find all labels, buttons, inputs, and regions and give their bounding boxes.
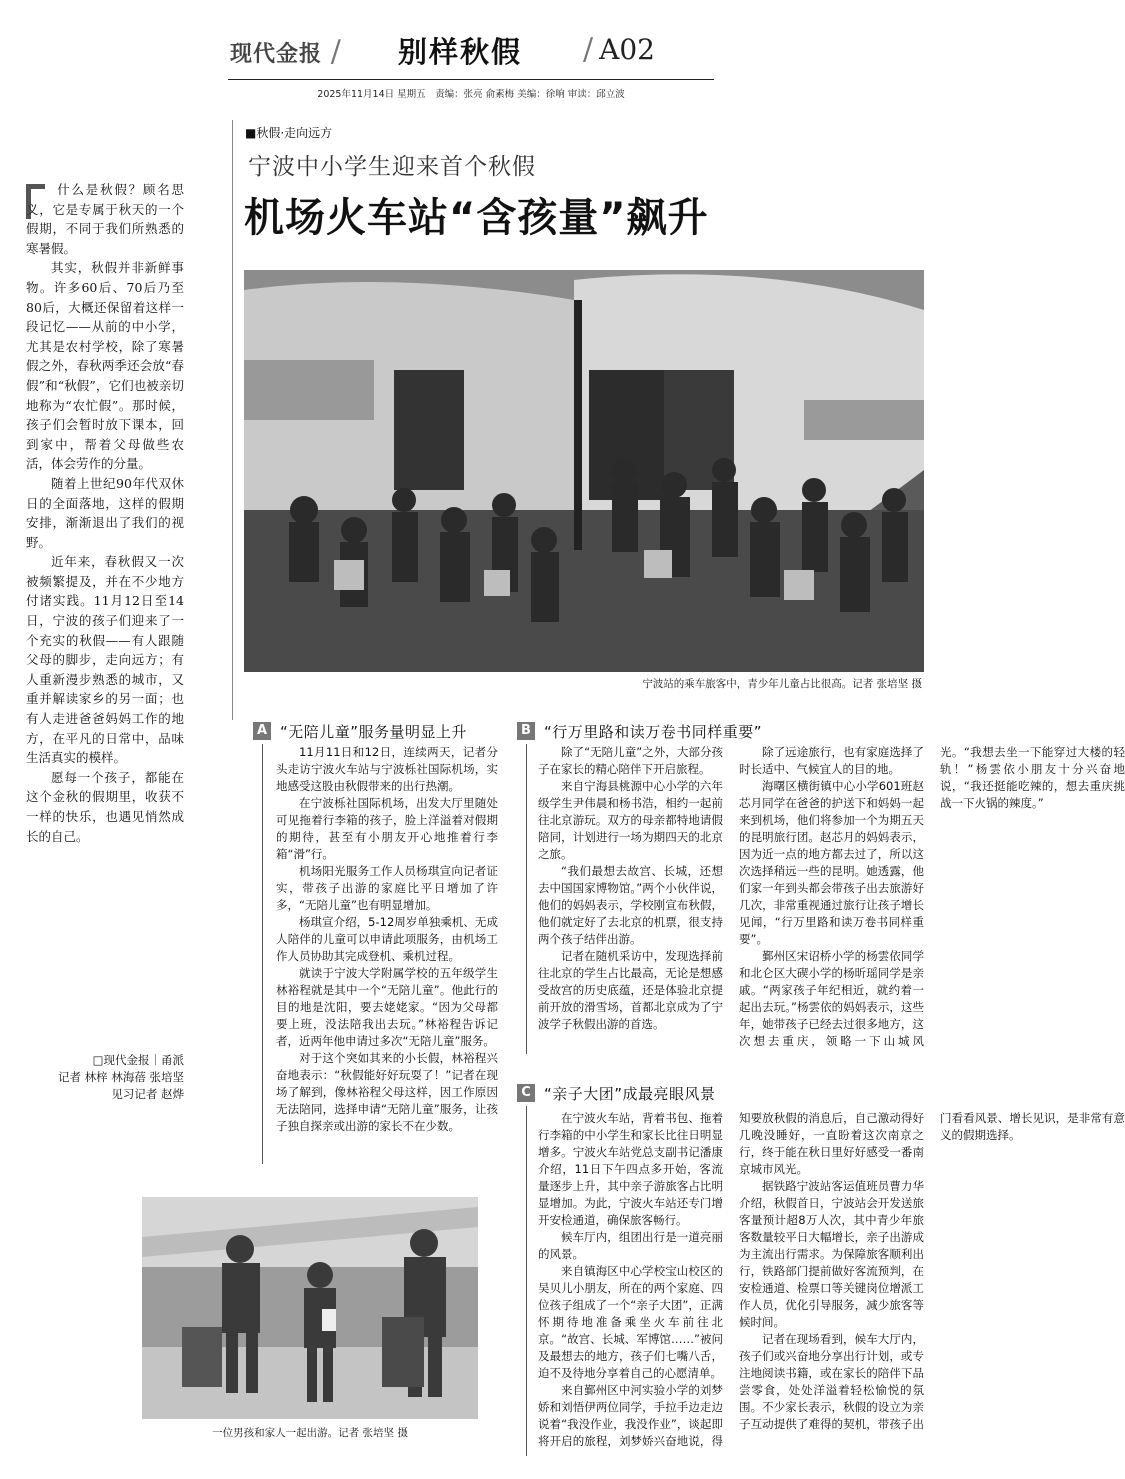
commentary-paragraph: 随着上世纪90年代双休日的全面落地，这样的假期安排，渐渐退出了我们的视野。: [26, 475, 184, 550]
subtitle: 宁波中小学生迎来首个秋假: [248, 154, 536, 180]
section-b-paragraph: 除了“无陪儿童”之外，大部分孩子在家长的精心陪伴下开启旅程。: [538, 745, 723, 776]
commentary-paragraph: 其实，秋假并非新鲜事物。许多60后、70后乃至80后，大概还保留着这样一段记忆——从前的中小学，尤其是农村学校，除了寒暑假之外，春秋两季还会放“春假”和“秋假”，它们也被亲切地称为“农忙假”。那时候，孩子们会暂时放下课本，回到家中，帮着父母做些农活，体会劳作的分量。: [26, 260, 184, 472]
train-photo-illustration: [244, 270, 924, 672]
family-travel-photo: [142, 1197, 478, 1419]
section-a-paragraph: 机场阳光服务工作人员杨琪宣向记者证实，带孩子出游的家庭比平日增加了许多，“无陪儿童”也有明显增加。: [276, 864, 498, 912]
section-a-paragraph: 对于这个突如其来的小长假，林裕程兴奋地表示：“秋假能好好玩耍了！”记者在现场了解到，像林裕程父母这样，因工作原因无法陪同，选择申请“无陪儿童”服务，让孩子独自探亲或出游的家长不在少数。: [276, 1051, 498, 1133]
section-c-paragraph: 来自鄞州区中河实验小学的刘梦娇和刘悟伊两位同学，手拉手边走边说着“我没作业，我没作业”，谈起即将开启的旅程，刘梦娇兴奋地说，得知要放秋假的消息后，自己激动得好几晚没睡好，一直盼着这次南京之行，终于能在秋日里好好感受一番南京城市风光。: [538, 1111, 924, 1448]
section-b-marker: B: [517, 722, 535, 740]
section-c-paragraph: 在宁波火车站，背着书包、拖着行李箱的中小学生和家长比往日明显增多。宁波火车站党总支副书记潘康介绍，11日下午四点多开始，客流量逐步上升，其中亲子游旅客占比明显增加。为此，宁波火车站还专门增开安检通道，确保旅客畅行。: [538, 1111, 723, 1227]
meta-line: 2025年11月14日 星期五 责编：张亮 俞素梅 美编：徐响 审读：邱立波: [317, 89, 625, 100]
section-b-paragraph: 来自宁海县桃源中心小学的六年级学生尹伟晨和杨书浩，相约一起前往北京游玩。双方的母亲都特地请假陪同，计划进行一场为期四天的北京之旅。: [538, 779, 723, 861]
page-number: / A02: [583, 32, 655, 67]
section-c-paragraph: 候车厅内，组团出行是一道亮丽的风景。: [538, 1230, 723, 1261]
byline-line: □现代金报｜甬派: [92, 1053, 184, 1067]
section-name: 别样秋假: [398, 35, 523, 69]
masthead-rule: [228, 79, 714, 80]
section-b-paragraph: 鄞州区宋诏桥小学的杨雲依同学和北仑区大碶小学的杨昕瑶同学是亲戚。“两家孩子年纪相近，就约着一起出去玩。”杨雲依的妈妈表示，这些年，她带孩子已经去过很多地方，这次想去重庆，领略一下山城风光。“我想去坐一下能穿过大楼的轻轨！”杨雲依小朋友十分兴奋地说，“我还挺能吃辣的，想去重庆挑战一下火锅的辣度。”: [739, 745, 1125, 1048]
section-b-paragraph: 除了远途旅行，也有家庭选择了时长适中、气候宜人的目的地。: [739, 745, 924, 776]
section-c-marker: C: [517, 1084, 535, 1102]
section-b-rule: [526, 744, 527, 1054]
section-c-paragraph: 记者在现场看到，候车大厅内，孩子们或兴奋地分享出行计划，或专注地阅读书籍，或在家长的陪伴下品尝零食，处处洋溢着轻松愉悦的氛围。不少家长表示，秋假的设立为亲子互动提供了难得的契机，带孩子出门看看风景、增长见识，是非常有意义的假期选择。: [739, 1111, 1125, 1431]
section-a-paragraph: 杨琪宣介绍，5-12周岁单独乘机、无成人陪伴的儿童可以申请此项服务，由机场工作人员协助其完成登机、乘机过程。: [276, 915, 498, 963]
section-c-body: [538, 1110, 1125, 1460]
section-b-paragraph: “我们最想去故宫、长城，还想去中国国家博物馆。”两个小伙伴说，他们的妈妈表示，学校刚宣布秋假，他们就定好了去北京的机票，很支持两个孩子结伴出游。: [538, 864, 723, 946]
commentary-paragraph: 愿每一个孩子，都能在这个金秋的假期里，收获不一样的快乐，也遇见悄然成长的自己。: [26, 769, 184, 844]
section-a-rule: [262, 744, 263, 1164]
train-station-photo: [244, 270, 924, 672]
paper-name: 现代金报 /: [230, 34, 342, 69]
commentary-paragraph: 什么是秋假？顾名思义，它是专属于秋天的一个假期，不同于我们所熟悉的寒暑假。: [26, 182, 184, 256]
family-photo-illustration: [142, 1197, 478, 1419]
headline: 机场火车站“含孩量”飙升: [244, 195, 709, 241]
section-a-marker: A: [253, 722, 271, 740]
section-a-body: [276, 744, 498, 1135]
left-divider: [232, 120, 233, 720]
byline-line: 见习记者 赵烨: [111, 1087, 184, 1101]
photo2-caption: 一位男孩和家人一起出游。记者 张培坚 摄: [212, 1427, 408, 1439]
section-a-paragraph: 11月11日和12日，连续两天，记者分头走访宁波火车站与宁波栎社国际机场，实地感受这股由秋假带来的出行热潮。: [276, 745, 498, 793]
byline-line: 记者 林梓 林海蓓 张培坚: [58, 1070, 184, 1084]
photo1-caption: 宁波站的乘车旅客中，青少年儿童占比很高。记者 张培坚 摄: [642, 678, 922, 690]
section-c-title: “亲子大团”成最亮眼风景: [544, 1085, 716, 1103]
section-a-paragraph: 在宁波栎社国际机场，出发大厅里随处可见拖着行李箱的孩子，脸上洋溢着对假期的期待，甚至有小朋友开心地推着行李箱“滑”行。: [276, 796, 498, 861]
section-c-paragraph: 据铁路宁波站客运值班员曹力华介绍，秋假首日，宁波站会开发送旅客量预计超8万人次，其中青少年旅客数量较平日大幅增长，亲子出游成为主流出行需求。为保障旅客顺利出行，铁路部门提前做好客流预判，在安检通道、检票口等关键岗位增派工作人员，优化引导服务，减少旅客等候时间。: [739, 1179, 924, 1329]
commentary: [26, 180, 184, 846]
section-b-body: [538, 744, 1125, 1060]
commentary-byline: [26, 1052, 184, 1103]
section-c-paragraph: 来自镇海区中心学校宝山校区的吴贝儿小朋友，所在的两个家庭、四位孩子组成了一个“亲子大团”，正满怀期待地准备乘坐火车前往北京。“故宫、长城、军博馆……”被问及最想去的地方，孩子们七嘴八舌，迫不及待地分享着自己的心愿清单。: [538, 1264, 723, 1380]
section-b-paragraph: 海曙区横街镇中心小学601班赵芯月同学在爸爸的护送下和妈妈一起来到机场，他们将参加一个为期五天的昆明旅行团。赵芯月的妈妈表示，因为近一点的地方都去过了，所以这次选择稍远一些的昆明。她透露，他们家一年到头都会带孩子出去旅游好几次，非常重视通过旅行让孩子增长见闻，“行万里路和读万卷书同样重要”。: [739, 779, 924, 946]
section-c-rule: [526, 1106, 527, 1456]
section-a-title: “无陪儿童”服务量明显上升: [280, 723, 468, 741]
section-b-paragraph: 记者在随机采访中，发现选择前往北京的学生占比最高，无论是想感受故宫的历史底蕴，还是体验北京提前开放的滑雪场，首都北京成为了宁波学子秋假出游的首选。: [538, 949, 723, 1031]
section-a-paragraph: 就读于宁波大学附属学校的五年级学生林裕程就是其中一个“无陪儿童”。他此行的目的地是沈阳，要去姥姥家。“因为父母都要上班，没法陪我出去玩。”林裕程告诉记者，近两年他申请过多次“无陪儿童”服务。: [276, 966, 498, 1048]
section-b-title: “行万里路和读万卷书同样重要”: [544, 723, 763, 741]
kicker: ■秋假·走向远方: [245, 126, 333, 140]
commentary-paragraph: 近年来，春秋假又一次被频繁提及，并在不少地方付诸实践。11月12日至14日，宁波的孩子们迎来了一个充实的秋假——有人跟随父母的脚步，走向远方；有人重新漫步熟悉的城市，又重并解读家乡的另一面；也有人走进爸爸妈妈工作的地方，在平凡的日常中，品味生活真实的模样。: [26, 554, 184, 766]
